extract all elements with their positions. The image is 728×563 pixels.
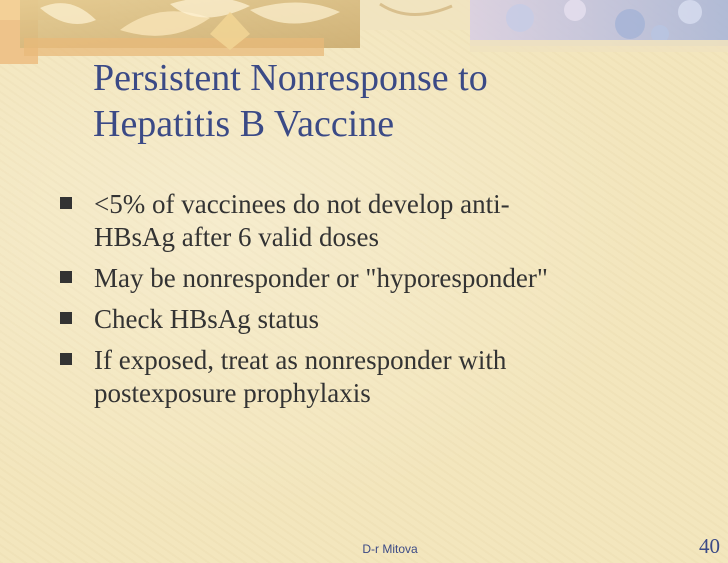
square-bullet-icon: [60, 271, 72, 283]
bullet-text-line-2: HBsAg after 6 valid doses: [94, 221, 379, 252]
bullet-text-line-1: <5% of vaccinees do not develop anti-: [94, 189, 510, 219]
slide-title-line-2: Hepatitis B Vaccine: [93, 102, 395, 145]
bullet-item: [60, 188, 700, 254]
bullet-item: [60, 303, 700, 336]
bullet-item: [60, 262, 700, 295]
square-bullet-icon: [60, 197, 72, 209]
slide-number: 40: [699, 534, 720, 558]
bullet-text-line-1: Check HBsAg status: [94, 303, 319, 334]
bullet-text-line-2: postexposure prophylaxis: [94, 377, 371, 408]
bullet-list: [60, 188, 700, 418]
bullet-item: [60, 344, 700, 410]
bullet-text-line-1: If exposed, treat as nonresponder with: [94, 344, 507, 375]
square-bullet-icon: [60, 312, 72, 324]
square-bullet-icon: [60, 353, 72, 365]
slide-title-line-1: Persistent Nonresponse to: [93, 57, 488, 99]
bullet-text-line-1: May be nonresponder or "hyporesponder": [94, 262, 548, 293]
footer-author: D-r Mitova: [362, 542, 418, 556]
slide-title: [93, 56, 693, 147]
decorative-banner: [0, 0, 728, 64]
leaf-pattern-icon: [0, 0, 728, 64]
